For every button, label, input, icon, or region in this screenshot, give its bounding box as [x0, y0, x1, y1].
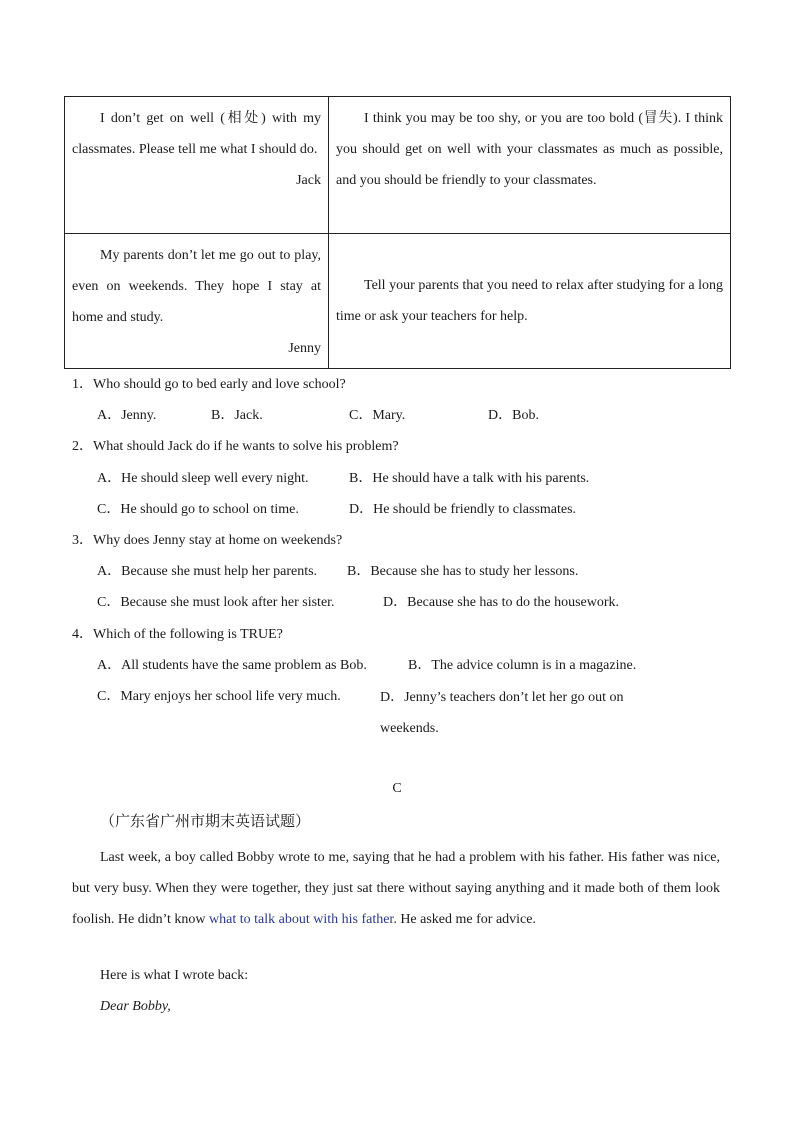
- option: A．Jenny.: [97, 408, 157, 423]
- advice-text: Tell your parents that you need to relax after studying for a long time or ask your teachers for help.: [336, 278, 723, 324]
- problem-cell: [65, 234, 329, 369]
- passage-line: Here is what I wrote back:: [100, 968, 249, 983]
- problem-text: My parents don’t let me go out to play, even on weekends. They hope I stay at home and study.: [72, 248, 321, 325]
- advice-text: I think you may be too shy, or you are too bold (冒失). I think you should get on well with your classmates as much as possible, and you should be friendly to your classmates.: [336, 111, 723, 188]
- highlighted-phrase: what to talk about with his father: [209, 912, 394, 927]
- option-text: D．Jenny’s teachers don’t let her go out on weekends.: [380, 690, 624, 736]
- table-row: [65, 234, 731, 369]
- option: C．Mary enjoys her school life very much.: [97, 689, 341, 704]
- option: A．He should sleep well every night.: [97, 471, 309, 486]
- passage-paragraph: [72, 842, 720, 935]
- option: B．Because she has to study her lessons.: [347, 564, 579, 579]
- option: D．Bob.: [488, 408, 539, 423]
- question-stem: 1．Who should go to bed early and love school?: [72, 377, 346, 392]
- signature: Jack: [296, 173, 321, 188]
- option: A．Because she must help her parents.: [97, 564, 318, 579]
- option: D．He should be friendly to classmates.: [349, 502, 577, 517]
- source-note: （广东省广州市期末英语试题）: [100, 812, 311, 830]
- letter-salutation: Dear Bobby,: [100, 999, 171, 1014]
- option: B．Jack.: [211, 408, 263, 423]
- question-stem: 4．Which of the following is TRUE?: [72, 627, 283, 642]
- problem-cell: [65, 97, 329, 234]
- option: [380, 682, 680, 744]
- option: C．Mary.: [349, 408, 406, 423]
- option: C．Because she must look after her sister.: [97, 595, 335, 610]
- option: B．The advice column is in a magazine.: [408, 658, 637, 673]
- option: C．He should go to school on time.: [97, 502, 299, 517]
- question-stem: 3．Why does Jenny stay at home on weekends?: [72, 533, 343, 548]
- table-row: [65, 97, 731, 234]
- advice-cell: [329, 97, 731, 234]
- advice-cell: [329, 234, 731, 369]
- passage-text: . He asked me for advice.: [393, 912, 536, 927]
- option: D．Because she has to do the housework.: [383, 595, 620, 610]
- passage-text: Last week, a boy called Bobby wrote to me, saying that he had a problem with his father. His father was nice, but very busy. When they were together, they just sat there without saying anything and it made both of them look foolish. He didn’t know: [72, 850, 720, 927]
- question-stem: 2．What should Jack do if he wants to solve his problem?: [72, 439, 399, 454]
- signature: Jenny: [288, 341, 321, 356]
- problem-text: I don’t get on well (相处) with my classmates. Please tell me what I should do.: [72, 111, 321, 157]
- advice-table: [64, 96, 731, 369]
- option: B．He should have a talk with his parents.: [349, 471, 590, 486]
- section-heading: C: [392, 781, 402, 796]
- option: A．All students have the same problem as Bob.: [97, 658, 367, 673]
